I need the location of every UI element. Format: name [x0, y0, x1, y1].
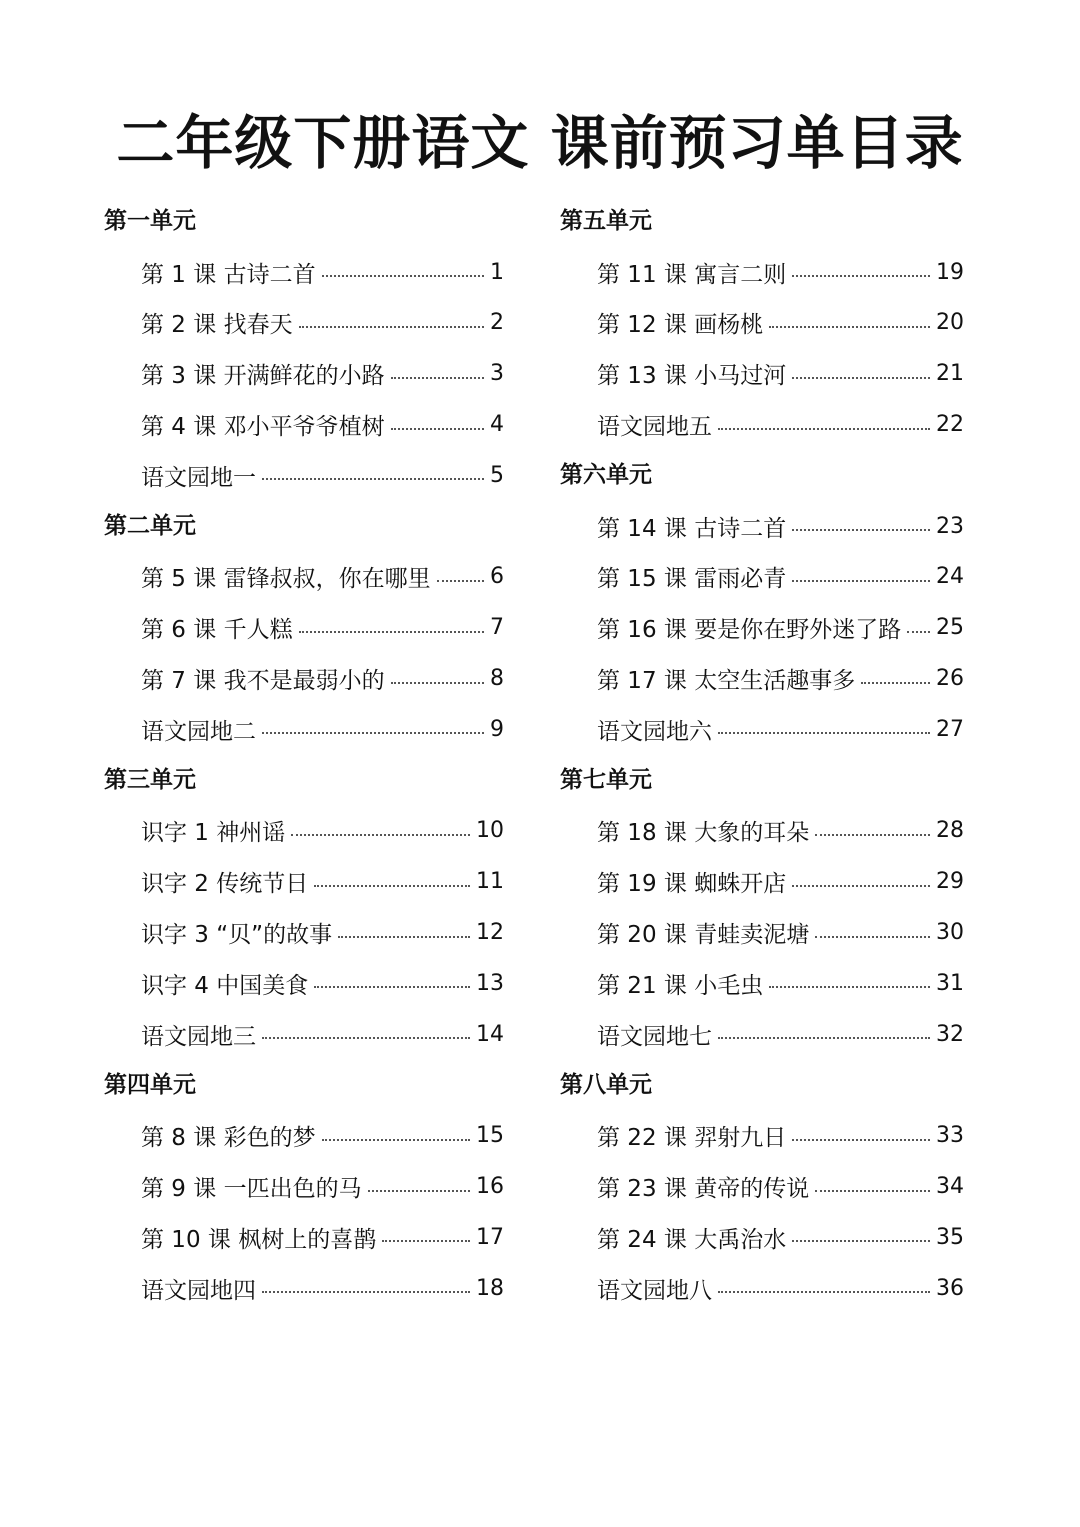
entry-title: 第 18 课 大象的耳朵: [597, 820, 810, 847]
toc-entry[interactable]: [141, 806, 504, 857]
page-title: 二年级下册语文 课前预习单目录: [116, 109, 964, 177]
dot-leader: [322, 275, 484, 277]
entry-page-number: 32: [936, 1021, 964, 1047]
dot-leader: [792, 1139, 930, 1141]
entry-title: 第 21 课 小毛虫: [597, 972, 764, 999]
toc-entry[interactable]: [597, 399, 964, 450]
toc-entry[interactable]: [141, 1161, 504, 1212]
dot-leader: [437, 580, 484, 582]
entry-title: 第 11 课 寓言二则: [597, 261, 787, 288]
unit-heading: 第三单元: [104, 766, 196, 793]
dot-leader: [338, 936, 470, 938]
entry-page-number: 21: [936, 361, 964, 387]
entry-page-number: 20: [936, 310, 964, 336]
entry-page-number: 14: [476, 1021, 504, 1047]
dot-leader: [792, 885, 930, 887]
entry-page-number: 23: [936, 513, 964, 539]
entry-title: 识字 3 “贝”的故事: [141, 922, 333, 949]
toc-entry[interactable]: [141, 1110, 504, 1161]
toc-entry[interactable]: [597, 856, 964, 907]
entry-page-number: 8: [490, 666, 504, 692]
unit-section: [560, 1060, 964, 1314]
dot-leader: [792, 580, 930, 582]
entry-title: 第 10 课 枫树上的喜鹊: [141, 1226, 377, 1253]
entry-title: 第 6 课 千人糕: [141, 617, 293, 644]
entry-page-number: 27: [936, 716, 964, 742]
toc-entry[interactable]: [141, 602, 504, 653]
entry-title: 第 3 课 开满鲜花的小路: [141, 363, 385, 390]
unit-heading: 第二单元: [104, 512, 196, 539]
entry-title: 语文园地五: [597, 414, 712, 441]
dot-leader: [815, 936, 930, 938]
toc-entry[interactable]: [141, 298, 504, 349]
entry-title: 第 9 课 一匹出色的马: [141, 1176, 362, 1203]
entry-title: 第 8 课 彩色的梦: [141, 1125, 316, 1152]
dot-leader: [907, 631, 930, 633]
entry-page-number: 29: [936, 869, 964, 895]
entry-title: 第 12 课 画杨桃: [597, 312, 764, 339]
unit-heading: 第六单元: [560, 461, 652, 488]
entry-title: 第 2 课 找春天: [141, 312, 293, 339]
dot-leader: [262, 1037, 470, 1039]
dot-leader: [792, 1240, 930, 1242]
entry-page-number: 16: [476, 1174, 504, 1200]
unit-heading: 第五单元: [560, 208, 652, 234]
toc-entry[interactable]: [597, 552, 964, 603]
toc-entry[interactable]: [597, 1110, 964, 1161]
entry-page-number: 1: [490, 259, 504, 285]
entry-title: 识字 2 传统节日: [141, 871, 309, 898]
dot-leader: [291, 834, 470, 836]
toc-entry[interactable]: [141, 704, 504, 755]
entry-title: 语文园地一: [141, 464, 256, 491]
toc-entry[interactable]: [141, 552, 504, 603]
toc-entry[interactable]: [141, 907, 504, 958]
entry-page-number: 2: [490, 310, 504, 336]
toc-entry[interactable]: [597, 806, 964, 857]
entry-title: 语文园地二: [141, 718, 256, 745]
entry-title: 第 4 课 邓小平爷爷植树: [141, 414, 385, 441]
entry-title: 第 19 课 蜘蛛开店: [597, 871, 787, 898]
dot-leader: [718, 1037, 930, 1039]
toc-column-left: [104, 196, 504, 1314]
unit-heading: 第四单元: [104, 1071, 196, 1098]
unit-section: [104, 755, 504, 1060]
unit-heading: 第八单元: [560, 1071, 652, 1098]
entry-title: 语文园地四: [141, 1277, 256, 1304]
dot-leader: [391, 428, 484, 430]
entry-page-number: 6: [490, 564, 504, 590]
toc-entry[interactable]: [141, 1009, 504, 1060]
dot-leader: [314, 885, 470, 887]
entry-page-number: 19: [936, 259, 964, 285]
dot-leader: [769, 986, 930, 988]
entry-page-number: 30: [936, 920, 964, 946]
entry-page-number: 25: [936, 615, 964, 641]
toc-entry[interactable]: [597, 1161, 964, 1212]
dot-leader: [815, 834, 930, 836]
dot-leader: [769, 326, 930, 328]
toc-entry[interactable]: [141, 653, 504, 704]
entry-page-number: 9: [490, 716, 504, 742]
dot-leader: [262, 478, 484, 480]
entry-page-number: 4: [490, 412, 504, 438]
entry-page-number: 26: [936, 666, 964, 692]
entry-title: 第 16 课 要是你在野外迷了路: [597, 617, 902, 644]
entry-page-number: 15: [476, 1123, 504, 1149]
entry-title: 第 15 课 雷雨必青: [597, 566, 787, 593]
entry-page-number: 28: [936, 818, 964, 844]
unit-section: [104, 1060, 504, 1314]
dot-leader: [792, 377, 930, 379]
entry-title: 语文园地八: [597, 1277, 712, 1304]
toc-entry[interactable]: [597, 653, 964, 704]
entry-page-number: 7: [490, 615, 504, 641]
toc-entry[interactable]: [141, 247, 504, 298]
dot-leader: [299, 326, 484, 328]
toc-column-right: [560, 196, 964, 1314]
toc-entry[interactable]: [597, 958, 964, 1009]
toc-entry[interactable]: [597, 1009, 964, 1060]
dot-leader: [299, 631, 484, 633]
entry-page-number: 17: [476, 1224, 504, 1250]
entry-title: 第 7 课 我不是最弱小的: [141, 668, 385, 695]
entry-title: 第 5 课 雷锋叔叔，你在哪里: [141, 566, 431, 593]
entry-page-number: 33: [936, 1123, 964, 1149]
entry-title: 语文园地六: [597, 718, 712, 745]
entry-page-number: 10: [476, 818, 504, 844]
dot-leader: [718, 428, 930, 430]
toc-entry[interactable]: [597, 907, 964, 958]
entry-title: 第 1 课 古诗二首: [141, 261, 316, 288]
entry-page-number: 13: [476, 970, 504, 996]
entry-page-number: 36: [936, 1275, 964, 1301]
dot-leader: [262, 1291, 470, 1293]
toc-entry[interactable]: [597, 602, 964, 653]
unit-heading: 第一单元: [104, 208, 196, 234]
toc-entry[interactable]: [597, 298, 964, 349]
dot-leader: [391, 377, 484, 379]
toc-entry[interactable]: [141, 1212, 504, 1263]
toc-entry[interactable]: [597, 501, 964, 552]
unit-section: [560, 450, 964, 755]
entry-page-number: 18: [476, 1275, 504, 1301]
entry-title: 语文园地七: [597, 1023, 712, 1050]
dot-leader: [792, 529, 930, 531]
entry-page-number: 31: [936, 970, 964, 996]
toc-entry[interactable]: [141, 348, 504, 399]
entry-page-number: 35: [936, 1224, 964, 1250]
dot-leader: [391, 682, 484, 684]
toc-entry[interactable]: [141, 1263, 504, 1314]
unit-section: [104, 501, 504, 755]
entry-page-number: 3: [490, 361, 504, 387]
entry-title: 第 22 课 羿射九日: [597, 1125, 787, 1152]
entry-page-number: 24: [936, 564, 964, 590]
dot-leader: [792, 275, 930, 277]
dot-leader: [861, 682, 930, 684]
unit-section: [560, 755, 964, 1060]
dot-leader: [314, 986, 470, 988]
toc-entry[interactable]: [597, 348, 964, 399]
entry-title: 第 17 课 太空生活趣事多: [597, 668, 856, 695]
toc-entry[interactable]: [597, 247, 964, 298]
entry-title: 第 24 课 大禹治水: [597, 1226, 787, 1253]
toc-entry[interactable]: [141, 856, 504, 907]
entry-title: 第 20 课 青蛙卖泥塘: [597, 922, 810, 949]
toc-entry[interactable]: [597, 1212, 964, 1263]
unit-section: [104, 196, 504, 501]
toc-entry[interactable]: [597, 704, 964, 755]
dot-leader: [322, 1139, 470, 1141]
entry-page-number: 22: [936, 412, 964, 438]
unit-heading: 第七单元: [560, 766, 652, 793]
toc-entry[interactable]: [141, 450, 504, 501]
dot-leader: [718, 1291, 930, 1293]
entry-title: 第 23 课 黄帝的传说: [597, 1176, 810, 1203]
dot-leader: [815, 1190, 930, 1192]
entry-page-number: 5: [490, 462, 504, 488]
dot-leader: [382, 1240, 470, 1242]
entry-title: 第 13 课 小马过河: [597, 363, 787, 390]
dot-leader: [718, 732, 930, 734]
entry-title: 识字 4 中国美食: [141, 972, 309, 999]
dot-leader: [262, 732, 484, 734]
entry-title: 第 14 课 古诗二首: [597, 515, 787, 542]
entry-title: 识字 1 神州谣: [141, 820, 286, 847]
entry-page-number: 12: [476, 920, 504, 946]
dot-leader: [368, 1190, 470, 1192]
entry-title: 语文园地三: [141, 1023, 256, 1050]
toc-entry[interactable]: [597, 1263, 964, 1314]
entry-page-number: 34: [936, 1174, 964, 1200]
unit-section: [560, 196, 964, 450]
entry-page-number: 11: [476, 869, 504, 895]
toc-entry[interactable]: [141, 399, 504, 450]
toc-entry[interactable]: [141, 958, 504, 1009]
